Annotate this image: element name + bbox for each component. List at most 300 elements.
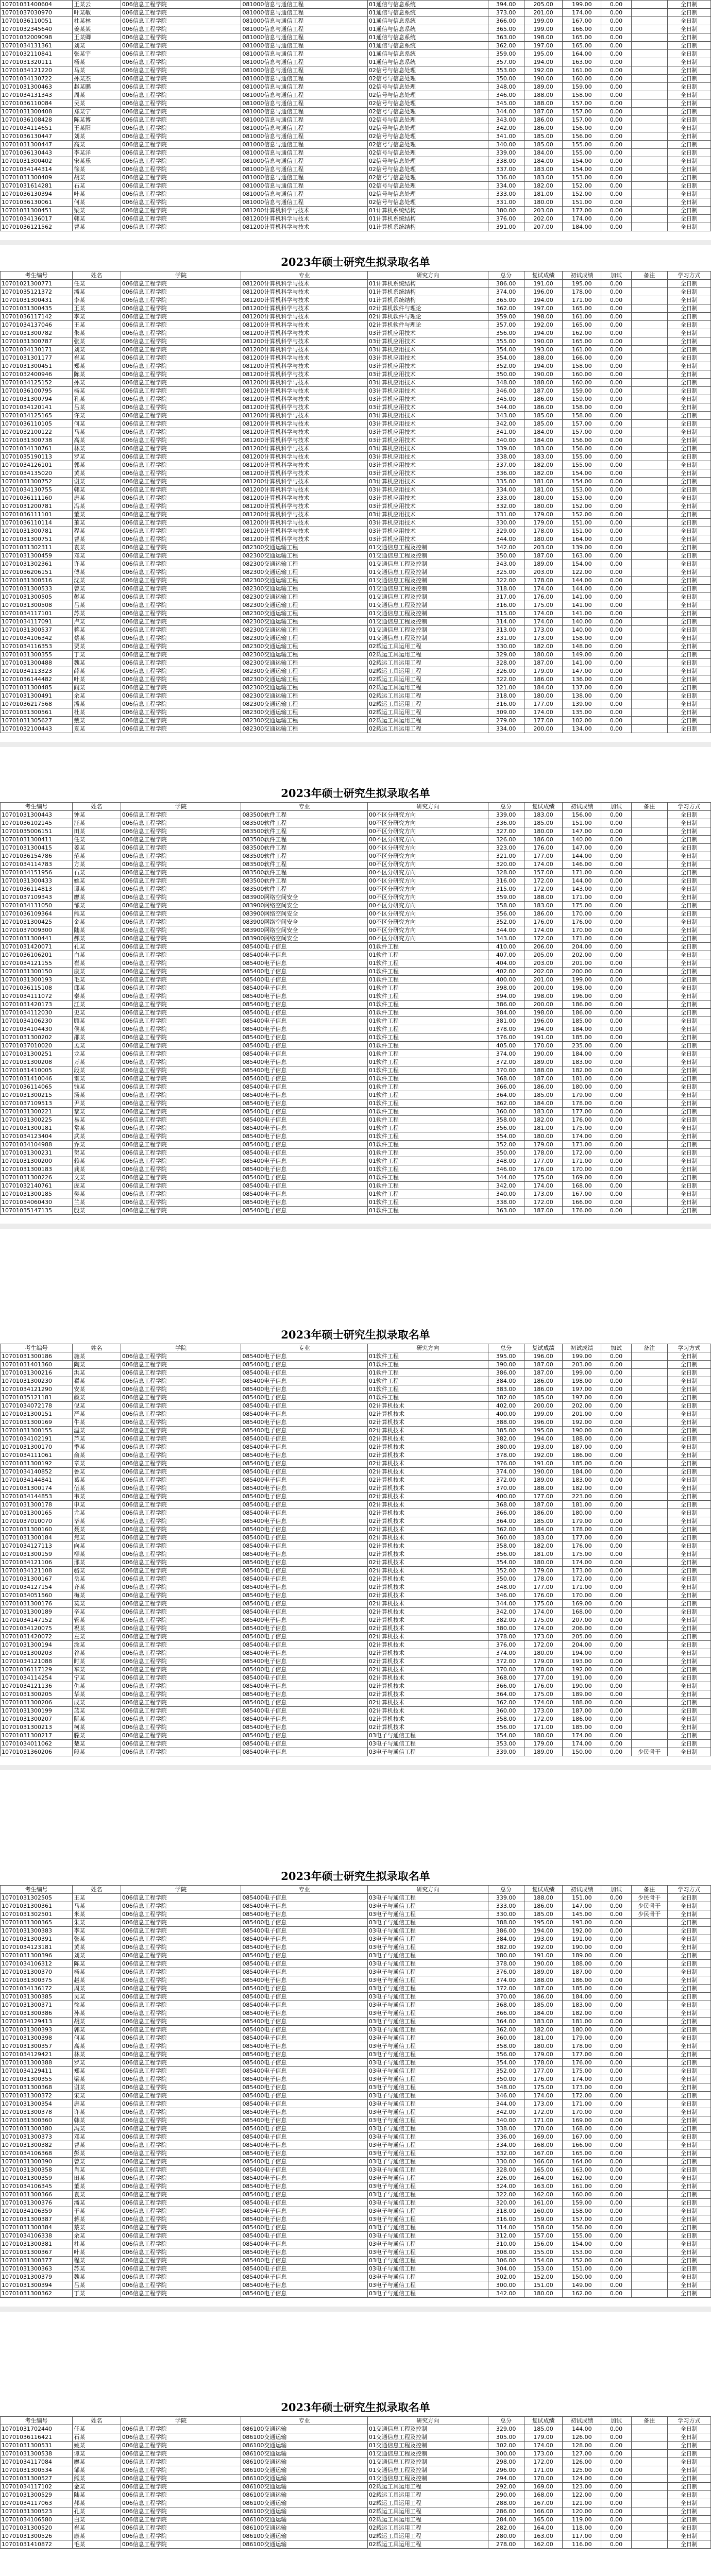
table-cell: 10701034131343 — [1, 91, 73, 99]
table-cell: 全日制 — [667, 2075, 710, 2083]
table-row — [1, 2224, 711, 2232]
table-row — [1, 1182, 711, 1190]
table-cell: 186.00 — [524, 675, 563, 684]
table-cell: 02载运工具运用工程 — [367, 642, 488, 651]
table-cell: 0.00 — [601, 2290, 631, 2298]
table-cell: 172.00 — [524, 2108, 563, 2116]
table-cell: 178.00 — [524, 1149, 563, 1157]
table-row — [1, 1108, 711, 1116]
table-row — [1, 544, 711, 552]
table-cell: 0.00 — [601, 2026, 631, 2034]
table-cell: 管某 — [73, 1616, 121, 1624]
table-cell: 368.00 — [488, 2001, 524, 2009]
table-cell: 全日制 — [667, 1633, 710, 1641]
table-cell: 006信息工程学院 — [121, 2050, 241, 2059]
table-cell: 姜某某 — [73, 25, 121, 33]
table-cell: 02载运工具运用工程 — [367, 667, 488, 675]
table-cell: 365.00 — [488, 25, 524, 33]
table-cell: 0.00 — [601, 2100, 631, 2108]
table-cell: 158.00 — [563, 91, 601, 99]
table-cell: 全日制 — [667, 951, 710, 959]
table-cell: 0.00 — [601, 618, 631, 626]
table-cell: 邓某 — [73, 552, 121, 560]
table-cell: 10701034130171 — [1, 346, 73, 354]
table-cell: 178.00 — [563, 288, 601, 296]
table-cell: 006信息工程学院 — [121, 1649, 241, 1657]
table-cell: 全日制 — [667, 9, 710, 17]
table-row — [1, 1141, 711, 1149]
table-cell: 10701031300167 — [1, 1575, 73, 1583]
table-cell: 王某 — [73, 1894, 121, 1902]
table-cell: 081200计算机科学与技术 — [241, 207, 367, 215]
table-cell: 288.00 — [488, 2499, 524, 2507]
table-cell: 时某 — [73, 1657, 121, 1666]
table-cell — [631, 2257, 667, 2265]
table-cell: 何某 — [73, 420, 121, 428]
table-cell: 全日制 — [667, 1418, 710, 1427]
table-cell: 01通信与信息系统 — [367, 1, 488, 9]
table-cell: 0.00 — [601, 223, 631, 231]
table-cell: 157.00 — [524, 2232, 563, 2240]
table-cell: 082300交通运输工程 — [241, 684, 367, 692]
table-cell: 174.00 — [563, 1558, 601, 1567]
table-cell — [631, 2108, 667, 2116]
table-cell: 10701031300377 — [1, 2257, 73, 2265]
table-row — [1, 1058, 711, 1066]
table-row — [1, 461, 711, 469]
table-cell — [631, 1025, 667, 1033]
column-header: 初试成绩 — [563, 2417, 601, 2425]
table-cell: 03电子与通信工程 — [367, 2133, 488, 2141]
table-cell: 0.00 — [601, 1033, 631, 1042]
table-cell: 10701036111101 — [1, 511, 73, 519]
table-cell: 085400电子信息 — [241, 1715, 367, 1723]
table-cell: 006信息工程学院 — [121, 420, 241, 428]
table-cell: 全日制 — [667, 362, 710, 370]
table-cell: 204.00 — [563, 943, 601, 951]
table-cell: 006信息工程学院 — [121, 819, 241, 827]
table-row — [1, 1927, 711, 1935]
table-row — [1, 1460, 711, 1468]
table-row — [1, 2240, 711, 2248]
table-cell: 163.00 — [563, 552, 601, 560]
table-cell: 400.00 — [488, 1410, 524, 1418]
table-cell — [631, 1427, 667, 1435]
table-cell: 10701031300391 — [1, 1935, 73, 1943]
table-cell — [631, 918, 667, 926]
table-cell: 006信息工程学院 — [121, 869, 241, 877]
table-row — [1, 2191, 711, 2199]
table-cell: 全日制 — [667, 329, 710, 337]
table-row — [1, 157, 711, 165]
table-cell: 0.00 — [601, 1124, 631, 1132]
column-header: 备注 — [631, 1344, 667, 1352]
table-cell: 006信息工程学院 — [121, 2199, 241, 2207]
table-cell: 364.00 — [488, 2018, 524, 2026]
table-cell: 006信息工程学院 — [121, 811, 241, 819]
table-cell: 全日制 — [667, 2009, 710, 2018]
table-cell: 0.00 — [601, 560, 631, 568]
table-cell: 173.00 — [563, 2083, 601, 2092]
table-cell: 03电子与通信工程 — [367, 1968, 488, 1976]
table-cell: 198.00 — [524, 33, 563, 42]
table-cell: 086100交通运输 — [241, 2491, 367, 2499]
table-cell: 146.00 — [563, 860, 601, 869]
table-cell: 353.00 — [488, 66, 524, 75]
table-cell: 03计算机应用技术 — [367, 420, 488, 428]
table-cell: 10701031300151 — [1, 1410, 73, 1418]
table-cell: 177.00 — [524, 2067, 563, 2075]
table-cell: 全日制 — [667, 1460, 710, 1468]
table-cell: 10701031300386 — [1, 2009, 73, 2018]
table-cell: 全日制 — [667, 2475, 710, 2483]
table-cell: 157.00 — [563, 108, 601, 116]
table-cell — [631, 1509, 667, 1517]
table-cell: 163.00 — [563, 2166, 601, 2174]
table-cell: 03电子与通信工程 — [367, 2092, 488, 2100]
table-cell: 03电子与通信工程 — [367, 1910, 488, 1919]
table-cell: 183.00 — [524, 445, 563, 453]
table-cell: 188.00 — [563, 1960, 601, 1968]
table-cell: 全日制 — [667, 1361, 710, 1369]
table-cell: 085400电子信息 — [241, 2191, 367, 2199]
table-cell: 全日制 — [667, 568, 710, 577]
table-cell: 焦某 — [73, 1534, 121, 1542]
table-cell: 01交通信息工程及控制 — [367, 552, 488, 560]
table-cell — [631, 1, 667, 9]
table-cell — [631, 1058, 667, 1066]
table-cell: 185.00 — [563, 1017, 601, 1025]
table-cell: 340.00 — [488, 436, 524, 445]
table-cell: 006信息工程学院 — [121, 1182, 241, 1190]
column-header: 考生编号 — [1, 272, 73, 280]
table-cell: 00不区分研究方向 — [367, 836, 488, 844]
table-cell: 0.00 — [601, 379, 631, 387]
table-cell: 02载运工具运用工程 — [367, 2499, 488, 2507]
table-cell: 温某 — [73, 1427, 121, 1435]
table-cell: 01计算机系统结构 — [367, 296, 488, 304]
table-cell: 195.00 — [524, 1919, 563, 1927]
table-cell: 006信息工程学院 — [121, 2083, 241, 2092]
table-cell: 176.00 — [524, 844, 563, 852]
table-row — [1, 2116, 711, 2125]
table-cell: 184.00 — [524, 1526, 563, 1534]
table-row — [1, 2207, 711, 2215]
table-cell: 01软件工程 — [367, 1352, 488, 1361]
table-cell: 174.00 — [524, 708, 563, 717]
table-cell: 0.00 — [601, 902, 631, 910]
table-cell: 丁某 — [73, 651, 121, 659]
table-cell: 0.00 — [601, 667, 631, 675]
table-cell: 全日制 — [667, 42, 710, 50]
table-row — [1, 1534, 711, 1542]
table-row — [1, 280, 711, 288]
table-cell: 全日制 — [667, 502, 710, 511]
table-cell: 程某 — [73, 2257, 121, 2265]
table-cell: 10701036110105 — [1, 420, 73, 428]
table-cell: 179.00 — [524, 1141, 563, 1149]
table-cell: 董某 — [73, 511, 121, 519]
table-cell: 190.00 — [524, 337, 563, 346]
column-header: 初试成绩 — [563, 803, 601, 811]
table-cell: 342.00 — [488, 124, 524, 132]
table-cell: 181.00 — [524, 190, 563, 198]
table-cell: 刘某 — [73, 42, 121, 50]
table-cell: 350.00 — [488, 2075, 524, 2083]
table-cell: 006信息工程学院 — [121, 329, 241, 337]
table-cell: 0.00 — [601, 984, 631, 992]
table-cell: 184.00 — [563, 1025, 601, 1033]
table-cell: 10701031300375 — [1, 1976, 73, 1985]
table-row — [1, 535, 711, 544]
table-cell: 02载运工具运用工程 — [367, 2524, 488, 2532]
table-cell: 全日制 — [667, 17, 710, 25]
table-cell: 袁某 — [73, 544, 121, 552]
table-cell: 全日制 — [667, 1476, 710, 1484]
table-cell: 085400电子信息 — [241, 2100, 367, 2108]
table-cell: 10701031300537 — [1, 626, 73, 634]
table-cell: 0.00 — [601, 2524, 631, 2532]
table-cell: 10701034106345 — [1, 2182, 73, 2191]
table-cell: 石某 — [73, 182, 121, 190]
table-cell: 085400电子信息 — [241, 1108, 367, 1116]
table-cell: 10701031300787 — [1, 337, 73, 346]
table-cell: 0.00 — [601, 478, 631, 486]
table-cell: 03电子与通信工程 — [367, 1894, 488, 1902]
table-cell: 01交通信息工程及控制 — [367, 2475, 488, 2483]
table-cell: 郑某 — [73, 362, 121, 370]
table-row — [1, 1369, 711, 1377]
column-header: 复试成绩 — [524, 2417, 563, 2425]
table-cell: 00不区分研究方向 — [367, 877, 488, 885]
table-cell: 谷某 — [73, 1649, 121, 1657]
table-cell: 0.00 — [601, 1927, 631, 1935]
table-cell: 006信息工程学院 — [121, 877, 241, 885]
table-cell: 全日制 — [667, 860, 710, 869]
table-cell: 03电子与通信工程 — [367, 2001, 488, 2009]
table-cell — [631, 2232, 667, 2240]
table-cell: 144.00 — [563, 2425, 601, 2433]
table-cell: 154.00 — [563, 478, 601, 486]
table-cell: 006信息工程学院 — [121, 2450, 241, 2458]
table-cell: 162.00 — [524, 2540, 563, 2549]
table-cell: 180.00 — [524, 494, 563, 502]
table-cell: 贾某 — [73, 642, 121, 651]
table-cell: 01交通信息工程及控制 — [367, 593, 488, 601]
table-cell: 298.00 — [488, 2458, 524, 2466]
table-cell: 孙某 — [73, 2009, 121, 2018]
table-cell: 206.00 — [524, 943, 563, 951]
table-cell — [631, 182, 667, 190]
table-cell: 085400电子信息 — [241, 1558, 367, 1567]
table-cell: 0.00 — [601, 157, 631, 165]
table-cell: 全日制 — [667, 2458, 710, 2466]
table-cell — [631, 1369, 667, 1377]
table-cell: 03电子与通信工程 — [367, 1993, 488, 2001]
table-cell: 085400电子信息 — [241, 2067, 367, 2075]
table-cell: 006信息工程学院 — [121, 2483, 241, 2491]
table-cell: 405.00 — [488, 1042, 524, 1050]
table-cell: 173.00 — [524, 1633, 563, 1641]
table-cell: 081200计算机科学与技术 — [241, 362, 367, 370]
table-cell: 01软件工程 — [367, 1050, 488, 1058]
table-cell: 006信息工程学院 — [121, 1484, 241, 1493]
table-cell: 杨某 — [73, 58, 121, 66]
table-row — [1, 2182, 711, 2191]
table-cell: 0.00 — [601, 165, 631, 174]
table-cell — [631, 165, 667, 174]
table-cell: 193.00 — [563, 1919, 601, 1927]
table-cell: 006信息工程学院 — [121, 174, 241, 182]
table-cell: 02计算机技术 — [367, 1435, 488, 1443]
table-cell: 336.00 — [488, 469, 524, 478]
table-cell: 10701031300159 — [1, 1550, 73, 1558]
table-row — [1, 2450, 711, 2458]
table-cell: 0.00 — [601, 1943, 631, 1952]
table-cell: 10701031300373 — [1, 2133, 73, 2141]
table-row — [1, 2100, 711, 2108]
table-cell: 201.00 — [524, 976, 563, 984]
table-row — [1, 346, 711, 354]
table-row — [1, 992, 711, 1001]
table-cell: 172.00 — [524, 2458, 563, 2466]
table-cell: 崔某 — [73, 354, 121, 362]
table-cell: 223.00 — [563, 1493, 601, 1501]
table-cell: 齐某 — [73, 1583, 121, 1591]
table-cell: 邹某 — [73, 902, 121, 910]
table-cell: 368.00 — [488, 1674, 524, 1682]
table-row — [1, 478, 711, 486]
table-cell: 180.00 — [524, 1558, 563, 1567]
table-cell: 10701031200781 — [1, 502, 73, 511]
table-row — [1, 1666, 711, 1674]
table-cell — [631, 1174, 667, 1182]
table-row — [1, 1976, 711, 1985]
table-cell: 328.00 — [488, 659, 524, 667]
table-cell: 02计算机技术 — [367, 1484, 488, 1493]
table-cell: 006信息工程学院 — [121, 2108, 241, 2116]
table-cell: 02载运工具运用工程 — [367, 2507, 488, 2516]
table-cell: 006信息工程学院 — [121, 1435, 241, 1443]
table-cell: 006信息工程学院 — [121, 634, 241, 642]
table-cell: 全日制 — [667, 684, 710, 692]
table-cell: 全日制 — [667, 1976, 710, 1985]
table-cell: 0.00 — [601, 2067, 631, 2075]
table-cell: 194.00 — [524, 296, 563, 304]
table-row — [1, 2281, 711, 2290]
table-cell: 278.00 — [488, 2540, 524, 2549]
table-cell: 10701036110051 — [1, 17, 73, 25]
table-cell: 0.00 — [601, 634, 631, 642]
table-cell: 孔某 — [73, 943, 121, 951]
table-cell: 全日制 — [667, 869, 710, 877]
table-row — [1, 174, 711, 182]
table-cell — [631, 1534, 667, 1542]
table-cell: 01软件工程 — [367, 1083, 488, 1091]
table-cell: 178.00 — [524, 577, 563, 585]
table-cell: 0.00 — [601, 2240, 631, 2248]
table-cell: 085400电子信息 — [241, 1927, 367, 1935]
table-cell: 085400电子信息 — [241, 2207, 367, 2215]
table-cell: 0.00 — [601, 116, 631, 124]
table-cell: 144.00 — [563, 585, 601, 593]
table-cell: 0.00 — [601, 403, 631, 412]
table-cell: 085400电子信息 — [241, 2281, 367, 2290]
table-row — [1, 469, 711, 478]
table-cell: 339.00 — [488, 811, 524, 819]
table-cell: 342.00 — [488, 2108, 524, 2116]
table-cell: 327.00 — [488, 827, 524, 836]
table-cell: 钱某 — [73, 1083, 121, 1091]
column-header: 学院 — [121, 272, 241, 280]
table-cell: 190.00 — [524, 370, 563, 379]
table-cell — [631, 1682, 667, 1690]
table-cell: 03电子与通信工程 — [367, 2158, 488, 2166]
table-cell: 10701031300207 — [1, 1715, 73, 1723]
table-cell: 006信息工程学院 — [121, 1460, 241, 1468]
table-cell — [631, 2141, 667, 2149]
table-cell: 175.00 — [524, 1616, 563, 1624]
table-cell: 190.00 — [524, 75, 563, 83]
table-cell: 10701031300520 — [1, 2524, 73, 2532]
table-cell: 10701031300354 — [1, 2100, 73, 2108]
table-cell: 全日制 — [667, 527, 710, 535]
table-cell: 366.00 — [488, 1682, 524, 1690]
table-cell: 10701031300409 — [1, 174, 73, 182]
table-cell: 01交通信息工程及控制 — [367, 577, 488, 585]
table-cell: 006信息工程学院 — [121, 461, 241, 469]
table-cell: 03电子与通信工程 — [367, 1952, 488, 1960]
table-cell: 085400电子信息 — [241, 1435, 367, 1443]
column-header: 初试成绩 — [563, 272, 601, 280]
table-cell: 169.00 — [563, 1174, 601, 1182]
table-cell: 01通信与信息系统 — [367, 58, 488, 66]
table-cell: 彭某 — [73, 593, 121, 601]
table-cell: 171.00 — [563, 2100, 601, 2108]
table-cell: 160.00 — [563, 75, 601, 83]
table-cell — [631, 577, 667, 585]
table-cell: 380.00 — [488, 1624, 524, 1633]
table-cell: 02载运工具运用工程 — [367, 708, 488, 717]
table-cell: 全日制 — [667, 2092, 710, 2100]
table-cell: 006信息工程学院 — [121, 2257, 241, 2265]
table-cell: 0.00 — [601, 207, 631, 215]
table-cell: 宋某 — [73, 2092, 121, 2100]
table-cell: 082300交通运输工程 — [241, 618, 367, 626]
table-cell: 362.00 — [488, 42, 524, 50]
table-cell: 006信息工程学院 — [121, 1, 241, 9]
table-cell: 006信息工程学院 — [121, 1567, 241, 1575]
table-cell — [631, 844, 667, 852]
table-row — [1, 593, 711, 601]
table-cell: 350.00 — [488, 75, 524, 83]
table-row — [1, 1484, 711, 1493]
table-cell — [631, 2240, 667, 2248]
table-cell: 01计算机系统结构 — [367, 215, 488, 223]
table-row — [1, 844, 711, 852]
table-cell: 083900网络空间安全 — [241, 893, 367, 902]
table-cell: 全日制 — [667, 1385, 710, 1394]
table-cell: 全日制 — [667, 1666, 710, 1674]
table-cell: 02信号与信息处理 — [367, 108, 488, 116]
table-cell: 03计算机应用技术 — [367, 337, 488, 346]
table-cell: 10701031300533 — [1, 585, 73, 593]
table-cell: 204.00 — [563, 1641, 601, 1649]
table-cell: 03计算机应用技术 — [367, 453, 488, 461]
table-cell: 174.00 — [563, 9, 601, 17]
table-cell: 罗某 — [73, 2059, 121, 2067]
table-cell: 03电子与通信工程 — [367, 1985, 488, 1993]
